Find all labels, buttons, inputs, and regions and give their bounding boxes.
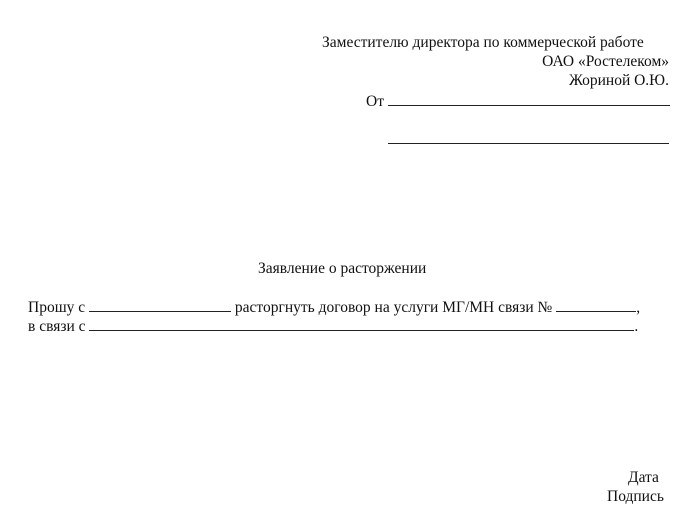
termination-date-blank[interactable] xyxy=(89,297,231,312)
from-blank-line-2[interactable] xyxy=(388,129,669,144)
body-prefix-1: Прошу с xyxy=(28,299,86,316)
reason-blank[interactable] xyxy=(89,316,634,331)
body-suffix-2: . xyxy=(634,318,639,335)
body-line-2 xyxy=(28,316,638,336)
body-prefix-2: в связи с xyxy=(28,318,86,335)
from-blank-row-2 xyxy=(388,129,669,149)
body-line-1 xyxy=(28,297,640,317)
recipient-name: Жориной О.Ю. xyxy=(569,72,669,89)
from-label: От xyxy=(366,93,384,110)
body-suffix-1: , xyxy=(636,299,641,316)
date-label: Дата xyxy=(628,469,659,486)
recipient-company: ОАО «Ростелеком» xyxy=(542,53,669,70)
document-title: Заявление о расторжении xyxy=(258,260,427,277)
body-middle-1: расторгнуть договор на услуги МГ/МН связи № xyxy=(234,299,553,316)
recipient-position: Заместителю директора по коммерческой работе xyxy=(322,34,644,51)
from-blank-line[interactable] xyxy=(388,91,670,106)
contract-number-blank[interactable] xyxy=(556,297,636,312)
from-row xyxy=(366,91,670,111)
signature-label: Подпись xyxy=(607,488,664,505)
